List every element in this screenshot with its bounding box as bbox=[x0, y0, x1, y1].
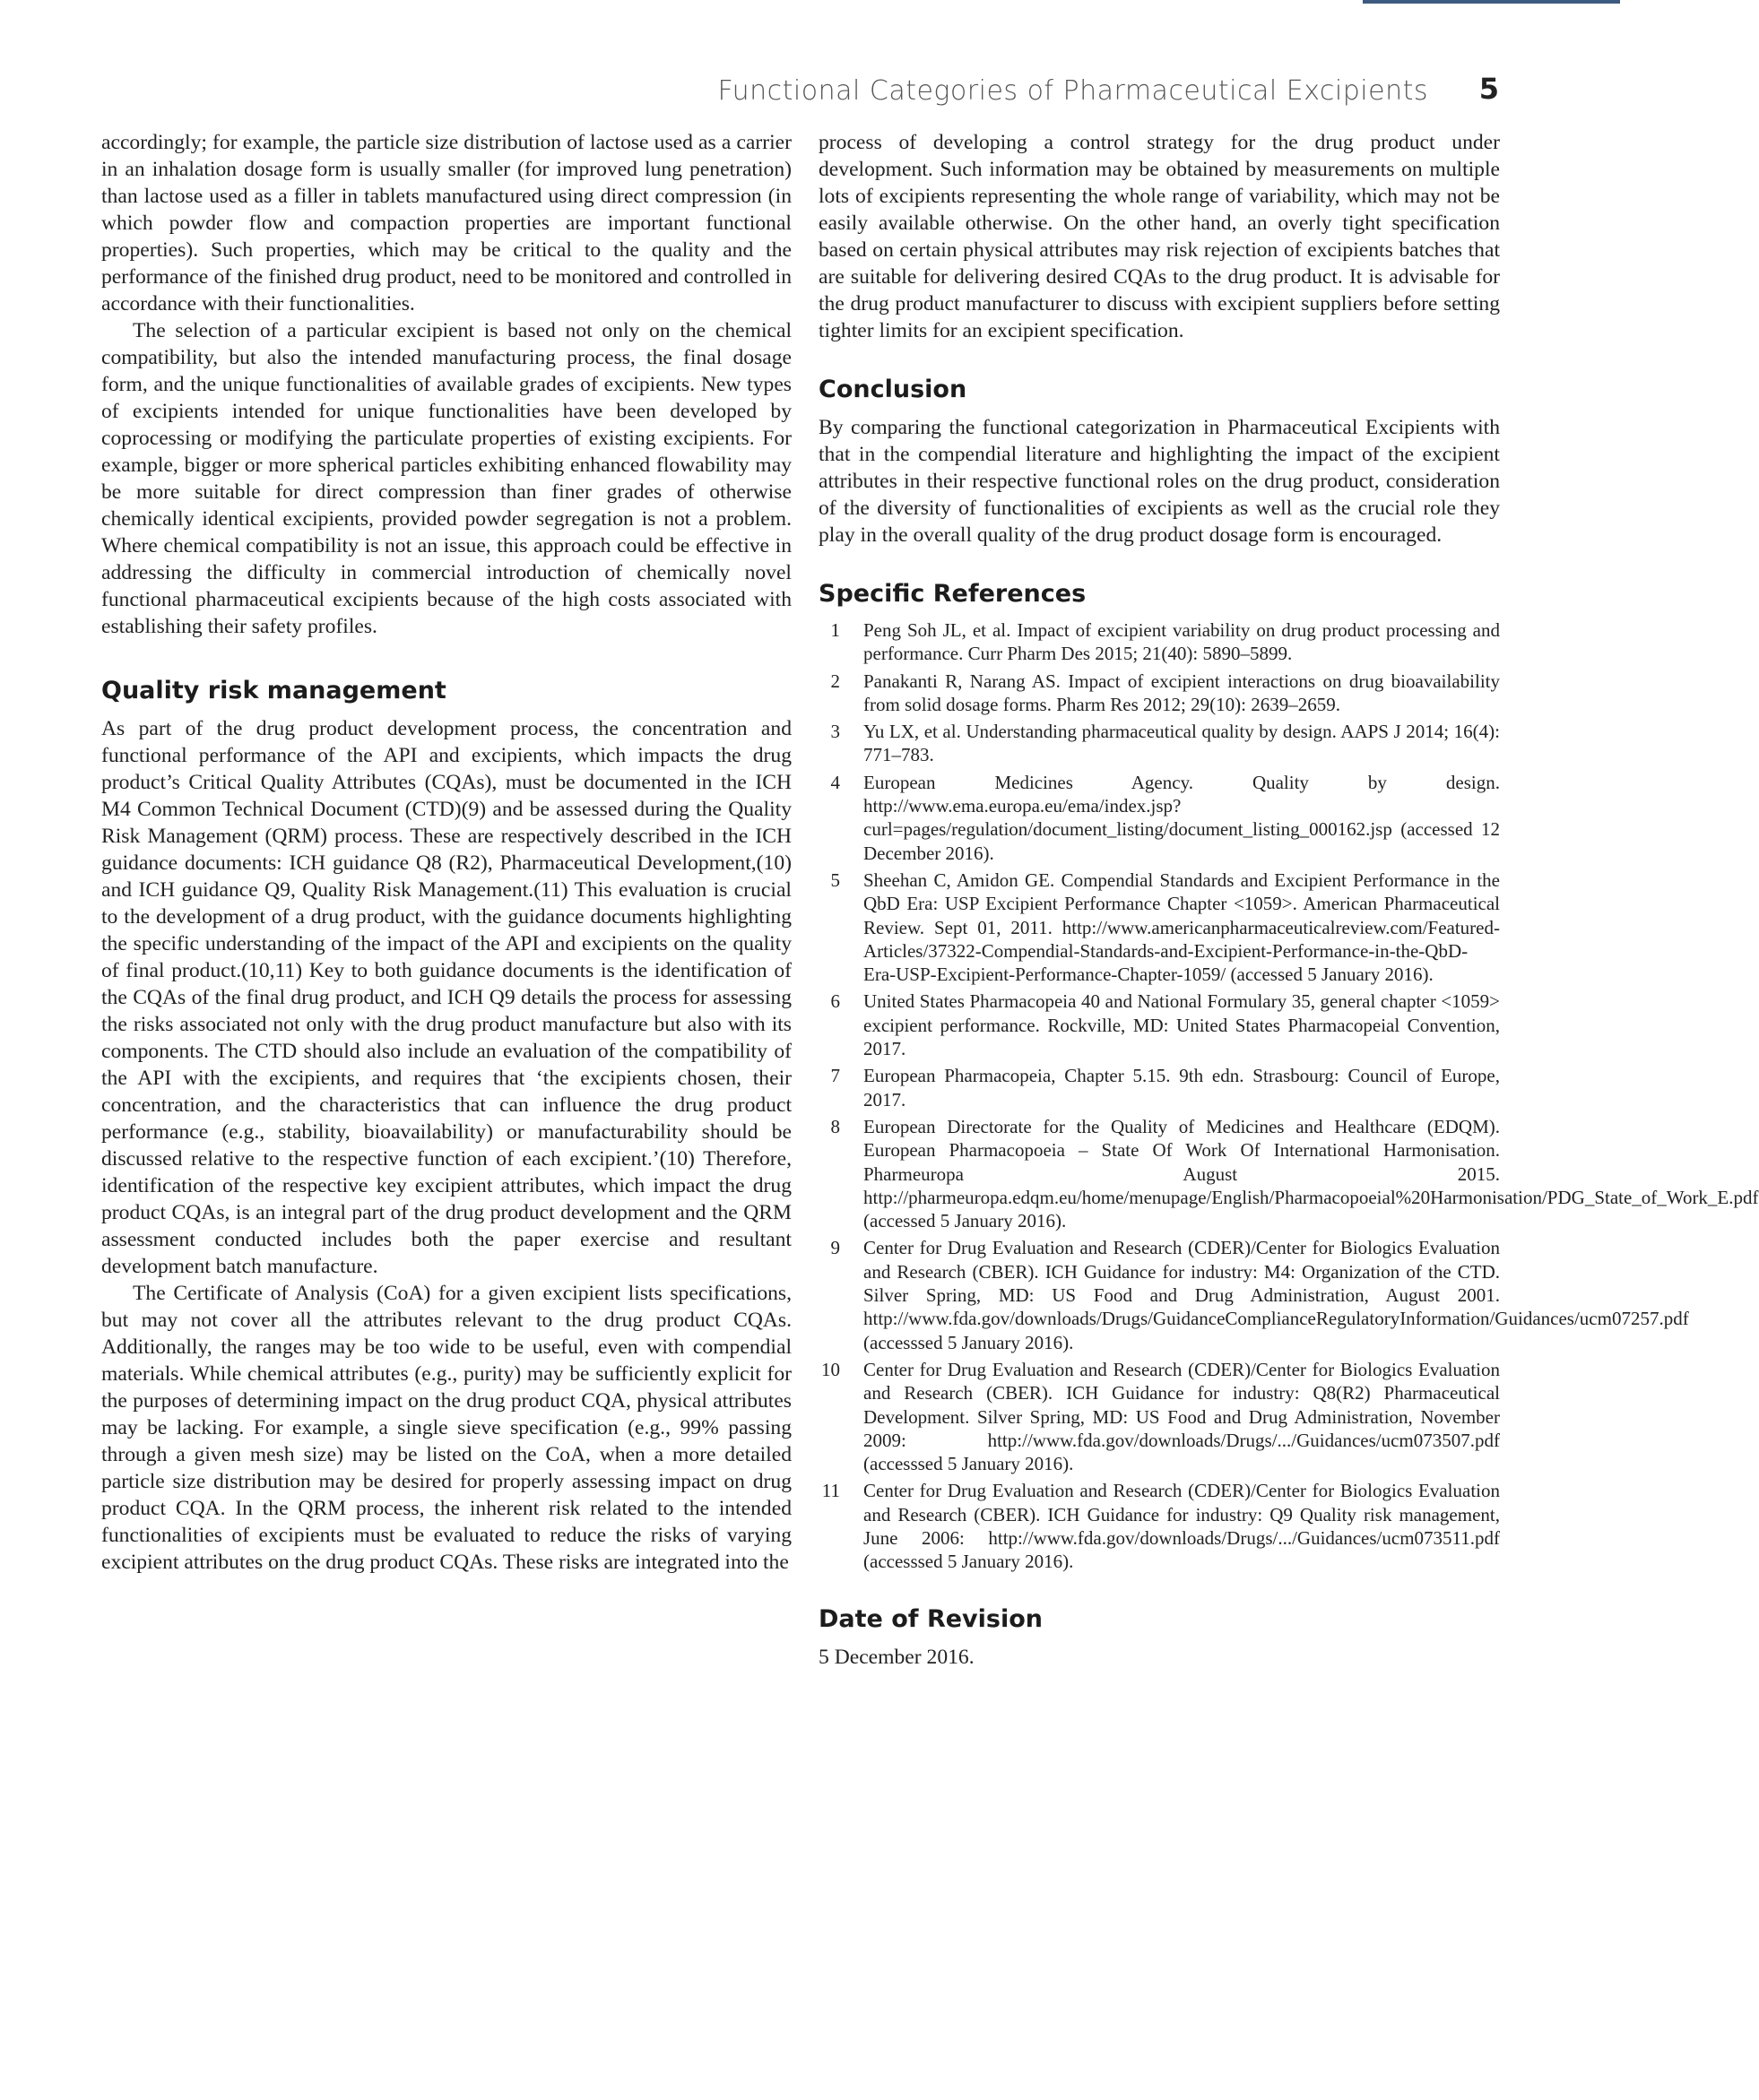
reference-item bbox=[819, 1236, 1689, 1353]
paragraph: The selection of a particular excipient is based not only on the chemical compatibility, but also the intended manufacturing process, the final dosage form, and the unique functionalities of available grades of excipients. New types of excipients intended for unique functionalities have been developed by coprocessing or modifying the particulate properties of existing excipients. For example, bigger or more spherical particles exhibiting enhanced flowability may be more suitable for direct compression than finer grades of otherwise chemically identical excipients, provided powder segregation is not a problem. Where chemical compatibility is not an issue, this approach could be effective in addressing the difficulty in commercial introduction of chemically novel functional pharmaceutical excipients because of the high costs associated with establishing their safety profiles. bbox=[101, 319, 792, 638]
reference-number: 9 bbox=[830, 1237, 840, 1259]
conclusion-paragraph: By comparing the functional categorization in Pharmaceutical Excipients with that in the compendial literature and highlighting the impact of the excipient attributes in their respective functional roles on the drug product, consideration of the diversity of functionalities of excipients as well as the crucial role they play in the overall quality of the drug product dosage form is encouraged. bbox=[819, 416, 1500, 547]
reference-number: 4 bbox=[830, 771, 840, 793]
reference-item bbox=[819, 1479, 1500, 1573]
reference-item bbox=[819, 720, 1500, 767]
reference-text: Center for Drug Evaluation and Research (CDER)/Center for Biologics Evaluation and Research (CBER). ICH Guidance for industry: Q9 Quality risk management, June 2006: http://www.fda.gov/downloads/Drugs/.../Guidances/ucm073511.pdf (accesssed 5 January 2016). bbox=[863, 1480, 1500, 1573]
reference-text: European Pharmacopeia, Chapter 5.15. 9th edn. Strasbourg: Council of Europe, 2017. bbox=[863, 1065, 1500, 1110]
reference-text: Center for Drug Evaluation and Research (CDER)/Center for Biologics Evaluation and Research (CBER). ICH Guidance for industry: Q8(R2) Pharmaceutical Development. Silver Spring, MD: US Food and Drug Administration, November 2009: http://www.fda.gov/downloads/Drugs/.../Guidances/ucm073507.pdf (accesssed 5 January 2016). bbox=[863, 1358, 1500, 1475]
section-heading-conclusion: Conclusion bbox=[819, 376, 967, 403]
reference-number: 2 bbox=[830, 670, 840, 692]
reference-text: Yu LX, et al. Understanding pharmaceutical quality by design. AAPS J 2014; 16(4): 771–783. bbox=[863, 721, 1500, 766]
reference-text: Panakanti R, Narang AS. Impact of excipient interactions on drug bioavailability from solid dosage forms. Pharm Res 2012; 29(10): 2639–2659. bbox=[863, 670, 1500, 715]
reference-number: 10 bbox=[821, 1358, 840, 1380]
reference-item bbox=[819, 1358, 1500, 1475]
paragraph: process of developing a control strategy for the drug product under development. Such information may be obtained by measurements on multiple lots of excipients representing the whole range of variability, which may not be easily available otherwise. On the other hand, an overly tight specification based on certain physical attributes may risk rejection of excipients batches that are suitable for delivering desired CQAs to the drug product. It is advisable for the drug product manufacturer to discuss with excipient suppliers before setting tighter limits for an excipient specification. bbox=[819, 131, 1500, 342]
paragraph: As part of the drug product development process, the concentration and functional performance of the API and excipients, which impacts the drug product’s Critical Quality Attributes (CQAs), must be documented in the ICH M4 Common Technical Document (CTD)(9) and be assessed during the Quality Risk Management (QRM) process. These are respectively described in the ICH guidance documents: ICH guidance Q8 (R2), Pharmaceutical Development,(10) and ICH guidance Q9, Quality Risk Management.(11) This evaluation is crucial to the development of a drug product, with the guidance documents highlighting the specific understanding of the impact of the API and excipients on the quality of final product.(10,11) Key to both guidance documents is the identification of the CQAs of the final drug product, and ICH Q9 details the process for assessing the risks associated not only with the drug product manufacture but also with its components. The CTD should also include an evaluation of the compatibility of the API with the excipients, and requires that ‘the excipients chosen, their concentration, and the characteristics that can influence the drug product performance (e.g., stability, bioavailability) or manufacturability should be discussed relative to the respective function of each excipient.’(10) Therefore, identification of the respective key excipient attributes, which impact the drug product CQAs, is an integral part of the drug product development and the QRM assessment conducted includes both the paper exercise and resultant development batch manufacture. bbox=[101, 717, 792, 1278]
reference-item bbox=[819, 771, 1500, 865]
reference-item bbox=[819, 869, 1500, 986]
reference-item bbox=[819, 618, 1500, 666]
section-heading-quality-risk-management: Quality risk management bbox=[101, 677, 446, 704]
section-heading-specific-references: Specific References bbox=[819, 580, 1087, 608]
reference-item bbox=[819, 990, 1500, 1060]
reference-text: Center for Drug Evaluation and Research (CDER)/Center for Biologics Evaluation and Research (CBER). ICH Guidance for industry: M4: Organization of the CTD. Silver Spring, MD: US Food and Drug Administration, August 2001. http://www.fda.gov/downloads/Drugs/GuidanceComplianceRegulatoryInformation/Guidances/ucm07257.pdf (accesssed 5 January 2016). bbox=[863, 1237, 1689, 1353]
paragraph: accordingly; for example, the particle size distribution of lactose used as a carrier in an inhalation dosage form is usually smaller (for improved lung penetration) than lactose used as a filler in tablets manufactured using direct compression (in which powder flow and compaction properties are important functional properties). Such properties, which may be critical to the quality and the performance of the finished drug product, need to be monitored and controlled in accordance with their functionalities. bbox=[101, 131, 792, 315]
reference-text: European Medicines Agency. Quality by design. http://www.ema.europa.eu/ema/index.jsp?curl=pages/regulation/document_listing/document_listing_000162.jsp (accessed 12 December 2016). bbox=[863, 771, 1500, 864]
reference-text: European Directorate for the Quality of Medicines and Healthcare (EDQM). European Pharmacopoeia – State Of Work Of International Harmonisation. Pharmeuropa August 2015. http://pharmeuropa.edqm.eu/home/menupage/English/Pharmacopoeial%20Harmonisation/PDG_State_of_Work_E.pdf (accessed 5 January 2016). bbox=[863, 1115, 1759, 1232]
reference-text: United States Pharmacopeia 40 and National Formulary 35, general chapter <1059> excipient performance. Rockville, MD: United States Pharmacopeial Convention, 2017. bbox=[863, 990, 1500, 1060]
right-column bbox=[819, 129, 1759, 1671]
reference-number: 11 bbox=[821, 1480, 840, 1502]
reference-item bbox=[819, 670, 1500, 717]
reference-text: Peng Soh JL, et al. Impact of excipient variability on drug product processing and performance. Curr Pharm Des 2015; 21(40): 5890–5899. bbox=[863, 619, 1500, 665]
page-header bbox=[0, 72, 1620, 120]
reference-number: 3 bbox=[830, 721, 840, 743]
top-edge-rule bbox=[1363, 0, 1620, 4]
reference-number: 5 bbox=[830, 869, 840, 891]
reference-number: 8 bbox=[830, 1115, 840, 1137]
reference-text: Sheehan C, Amidon GE. Compendial Standards and Excipient Performance in the QbD Era: USP Excipient Performance Chapter <1059>. American Pharmaceutical Review. Sept 01, 2011. http://www.americanpharmaceuticalreview.com/Featured-Articles/37322-Compendial-Standards-and-Excipient-Performance-in-the-QbD-Era-USP-Excipient-Performance-Chapter-1059/ (accessed 5 January 2016). bbox=[863, 869, 1500, 986]
paragraph: The Certificate of Analysis (CoA) for a given excipient lists specifications, but may not cover all the attributes relevant to the drug product CQAs. Additionally, the ranges may be too wide to be useful, even with compendial materials. While chemical attributes (e.g., purity) may be sufficiently explicit for the purposes of determining impact on the drug product CQA, physical attributes may be lacking. For example, a single sieve specification (e.g., 99% passing through a given mesh size) may be listed on the CoA, when a more detailed particle size distribution may be desired for properly assessing impact on drug product CQA. In the QRM process, the inherent risk related to the intended functionalities of excipients must be evaluated to reduce the risks of varying excipient attributes on the drug product CQAs. These risks are integrated into the bbox=[101, 1282, 792, 1574]
reference-item bbox=[819, 1115, 1759, 1232]
page-number: 5 bbox=[1478, 72, 1499, 106]
running-head: Functional Categories of Pharmaceutical Excipients bbox=[717, 75, 1428, 107]
reference-number: 1 bbox=[830, 619, 840, 641]
reference-number: 7 bbox=[830, 1065, 840, 1087]
reference-number: 6 bbox=[830, 990, 840, 1013]
reference-list bbox=[819, 618, 1759, 1574]
section-heading-date-of-revision: Date of Revision bbox=[819, 1604, 1044, 1633]
revision-date: 5 December 2016. bbox=[819, 1645, 975, 1669]
left-column bbox=[101, 129, 792, 1576]
reference-item bbox=[819, 1064, 1500, 1111]
